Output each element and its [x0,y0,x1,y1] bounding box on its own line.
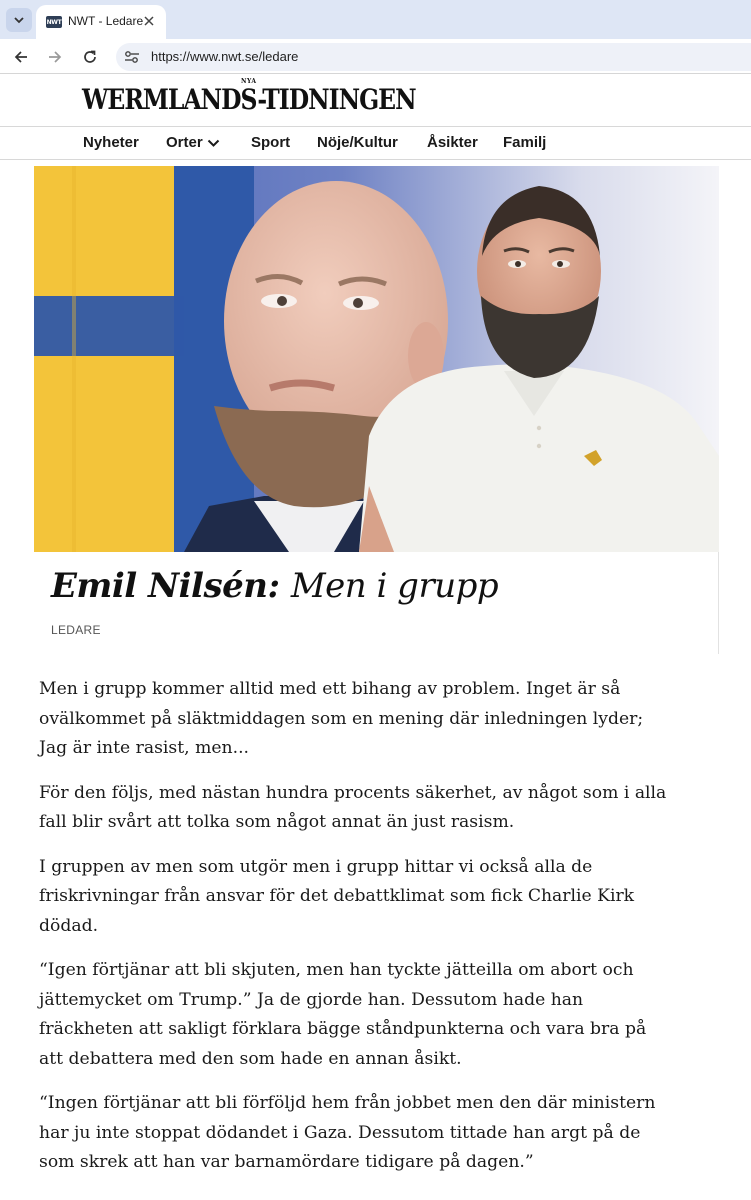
main-navigation [0,126,751,160]
article-paragraph: “Igen förtjänar att bli skjuten, men han tyckte jätteilla om abort och jättemycket om Trump.” Ja de gjorde han. Dessutom hade han fräckheten att sakligt förklara bägge ståndpunkterna och vara bra på att debattera med den som hade en annan åsikt. [39,960,647,1069]
hero-image [34,166,719,552]
logo-wordmark: WERMLANDS-TIDNINGEN [82,83,416,116]
headline-author: Emil Nilsén: [51,566,280,606]
nav-item-noje-kultur[interactable]: Nöje/Kultur [317,134,398,151]
article-header [34,552,719,654]
nav-item-nyheter[interactable]: Nyheter [83,134,139,151]
nwt-favicon-icon: NWT [46,16,62,28]
site-logo[interactable] [82,76,416,124]
chevron-down-icon [207,139,220,148]
nav-item-orter[interactable]: Orter [166,134,220,151]
article-paragraph: För den följs, med nästan hundra procents säkerhet, av något som i alla fall blir svårt att tolka som något annat än just rasism. [39,782,667,832]
article-paragraph: I gruppen av men som utgör men i grupp hittar vi också alla de friskrivningar från ansvar för det debattklimat som fick Charlie Kirk dödad. [39,856,635,936]
close-icon[interactable] [141,13,157,29]
nav-item-sport[interactable]: Sport [251,134,291,151]
reload-button[interactable] [80,47,100,67]
nav-item-asikter[interactable]: Åsikter [427,134,478,151]
article-body [39,675,669,1193]
article-headline [51,566,498,606]
browser-toolbar [0,39,751,74]
browser-tab-active[interactable] [36,5,166,39]
browser-tabstrip [0,0,751,39]
url-text: https://www.nwt.se/ledare [151,49,299,64]
nav-item-familj[interactable]: Familj [503,134,547,151]
tab-search-button[interactable] [6,8,32,32]
section-label[interactable]: LEDARE [51,623,101,637]
arrow-left-icon [14,50,28,64]
article-paragraph: Men i grupp kommer alltid med ett bihang av problem. Inget är så ovälkommet på släktmiddagen som en mening där inledningen lyder; Jag är inte rasist, men... [39,679,644,758]
headline-title: Men i grupp [290,566,499,606]
site-info-icon[interactable] [123,49,141,65]
reload-icon [83,50,97,64]
chevron-down-icon [14,17,24,24]
address-bar[interactable] [116,43,751,71]
arrow-right-icon [48,50,62,64]
logo-prefix: NYA [241,78,257,85]
swedish-flag-graphic [34,166,254,552]
back-button[interactable] [11,47,31,67]
forward-button[interactable] [45,47,65,67]
tab-title: NWT - Ledare [68,14,144,28]
article-paragraph: “Ingen förtjänar att bli förföljd hem från jobbet men den där ministern har ju inte stoppat dödandet i Gaza. Dessutom tittade han argt på de som skrek att han var barnamördare tidigare på dagen.” [39,1093,656,1172]
